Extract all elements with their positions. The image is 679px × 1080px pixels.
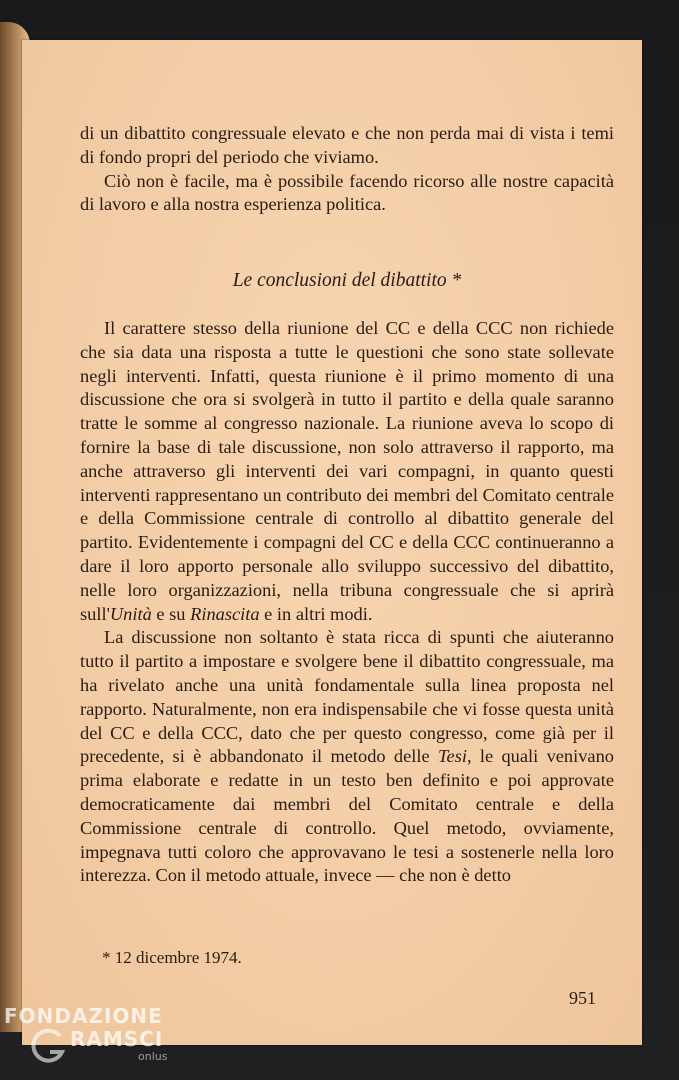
watermark-fondazione: FONDAZIONE — [4, 1004, 163, 1028]
paragraph-riunione-and-on: e su — [151, 603, 191, 624]
watermark-gramsci — [28, 1026, 188, 1066]
tesi-title: Tesi — [438, 746, 467, 767]
paragraph-discussione — [80, 626, 614, 888]
rinascita-title: Rinascita — [190, 603, 260, 624]
gramsci-g-logo-icon — [28, 1026, 70, 1066]
paragraph-capacity: Ciò non è facile, ma è possibile facendo ricorso alle nostre capacità di lavoro e alla nostra esperienza politica. — [80, 170, 614, 215]
paragraph-riunione — [80, 317, 614, 626]
watermark-gramsci-text: RAMSCI — [70, 1027, 164, 1051]
watermark-onlus: onlus — [138, 1050, 168, 1063]
paragraph-riunione-text: Il carattere stesso della riunione del CC e della CCC non richiede che sia data una risposta a tutte le questioni che sono state sollevate negli interventi. Infatti, questa riunione è il primo momento di una discussione che ora si svolgerà in tutto il partito e della quale saranno tratte le somme al congresso nazionale. La riunione aveva lo scopo di fornire la base di tale discussione, non solo attraverso il rapporto, ma anche attraverso gli interventi dei vari compagni, in quanto questi interventi rappresentano un contributo dei membri del Comitato centrale e della Commissione centrale di controllo al dibattito generale del partito. Evidentemente i compagni del CC e della CCC continueranno a dare il loro apporto personale allo sviluppo successivo del dibattito, nelle loro organizzazioni, nella tribuna congressuale che si aprirà sull' — [80, 318, 614, 624]
paragraph-riunione-end: e in altri modi. — [259, 603, 373, 624]
paragraph-discussione-text: La discussione non soltanto è stata ricca di spunti che aiuteranno tutto il partito a impostare e svolgere bene il dibattito congressuale, ma ha rivelato anche una unità fondamentale sulla linea proposta nel rapporto. Naturalmente, non era indispensabile che vi fosse questa unità del CC e della CCC, dato che per questo congresso, come già per il precedente, si è abbandonato il metodo delle — [80, 627, 614, 767]
unita-title: Unità — [109, 603, 152, 624]
page-number: 951 — [569, 988, 596, 1008]
opening-paragraphs — [80, 122, 614, 217]
paragraph-discussione-end: , le quali venivano prima elaborate e redatte in un testo ben definito e poi approvate democraticamente dai membri del Comitato centrale e della Commissione centrale di controllo. Quel metodo, ovviamente, impegnava tutti coloro che approvavano le tesi a sostenerle nella loro interezza. Con il metodo attuale, invece — che non è detto — [80, 746, 614, 886]
main-text — [80, 317, 614, 888]
book-page — [22, 40, 642, 1045]
paragraph-continuation: di un dibattito congressuale elevato e che non perda mai di vista i temi di fondo propri del periodo che viviamo. — [80, 123, 614, 167]
section-heading: Le conclusioni del dibattito * — [232, 270, 462, 291]
footnote: * 12 dicembre 1974. — [102, 948, 242, 967]
